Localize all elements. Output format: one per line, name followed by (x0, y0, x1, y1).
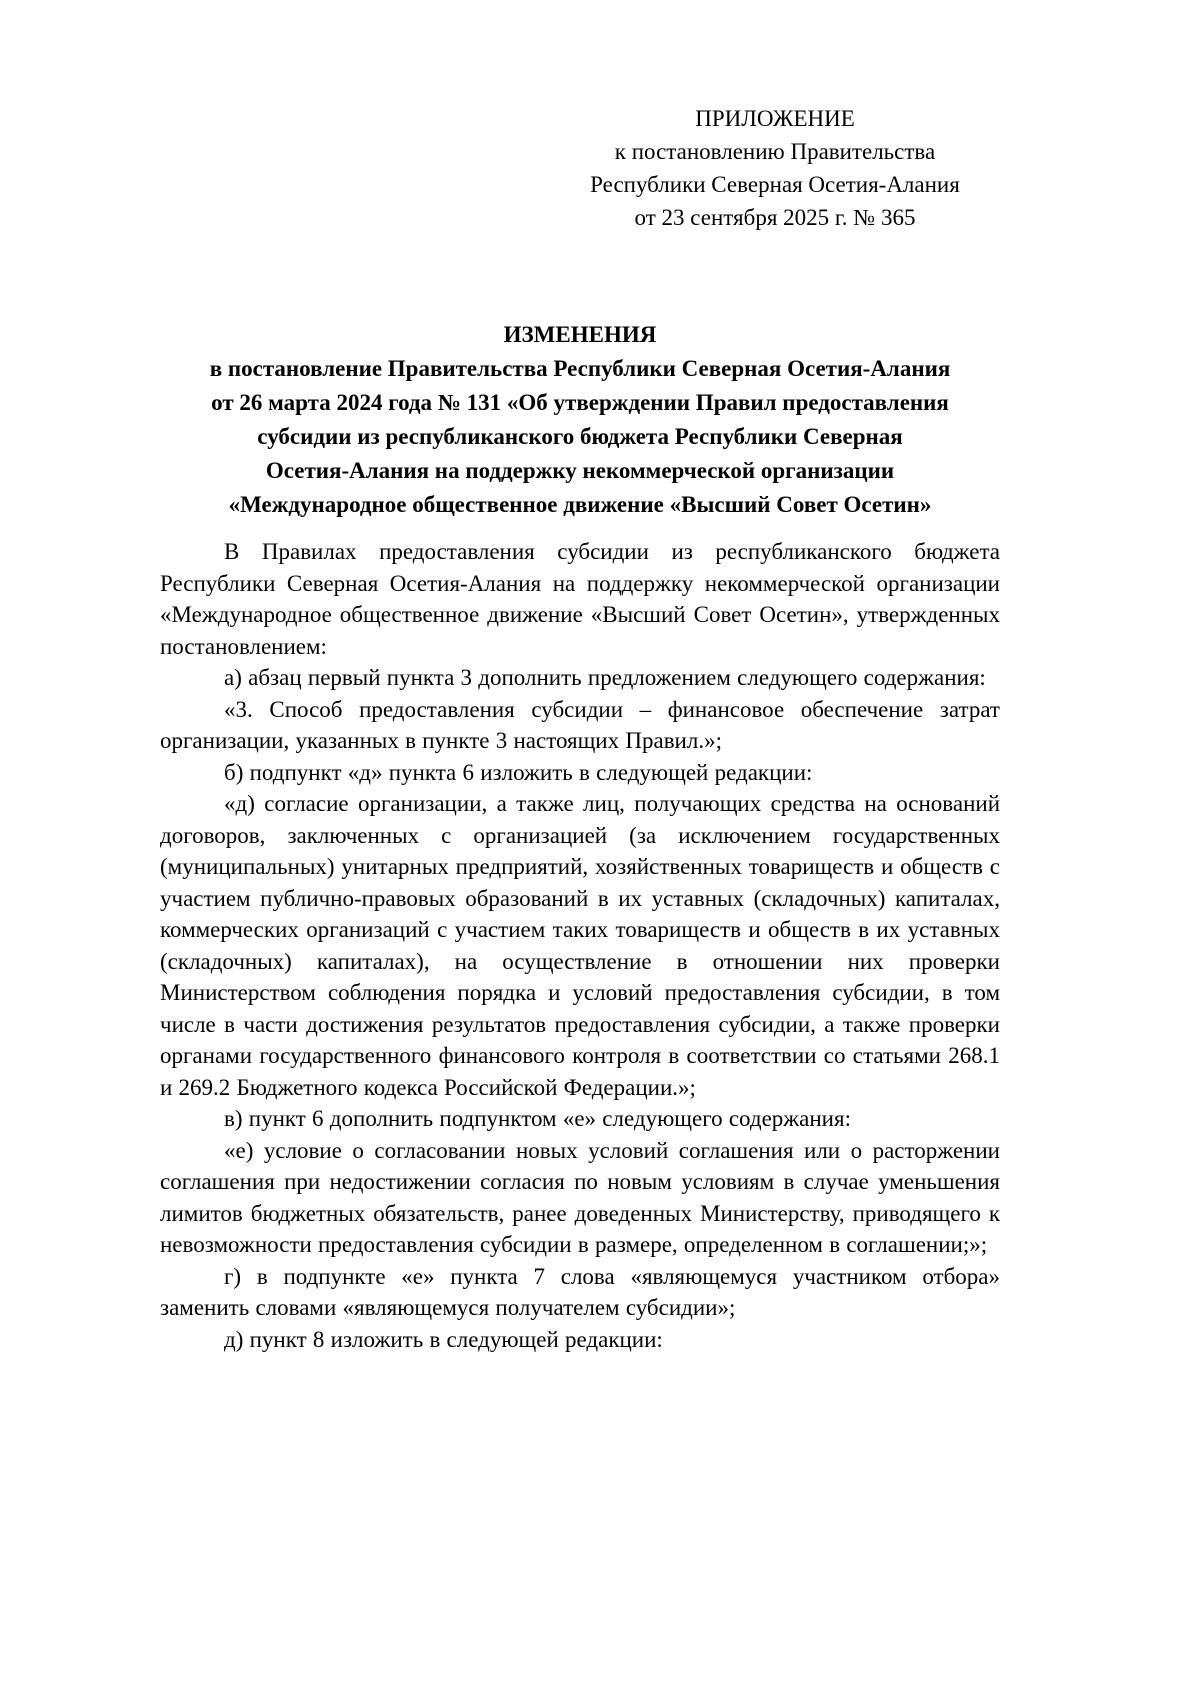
paragraph: а) абзац первый пункта 3 дополнить предложением следующего содержания: (224, 665, 986, 690)
title-line: в постановление Правительства Республики Северная Осетия-Алания (209, 356, 951, 381)
document-title (160, 318, 1000, 522)
title-line: субсидии из республиканского бюджета Республики Северная (257, 424, 903, 449)
paragraph: В Правилах предоставления субсидии из республиканского бюджета Республики Северная Осетия-Алания на поддержку некоммерческой организации «Международное общественное движение «Высший Совет Осетин», утвержденных постановлением: (160, 539, 1000, 659)
appendix-line: ПРИЛОЖЕНИЕ (695, 106, 855, 131)
paragraph: «е) условие о согласовании новых условий соглашения или о расторжении соглашения при недостижении согласия по новым условиям в случае уменьшения лимитов бюджетных обязательств, ранее доведенных Министерству, приводящего к невозможности предоставления субсидии в размере, определенном в соглашении;»; (160, 1137, 1000, 1257)
paragraph: «3. Способ предоставления субсидии – финансовое обеспечение затрат организации, указанных в пункте 3 настоящих Правил.»; (160, 696, 1000, 753)
appendix-block (550, 102, 1000, 234)
appendix-line: Республики Северная Осетия-Алания (590, 172, 960, 197)
title-line: ИЗМЕНЕНИЯ (503, 322, 657, 347)
title-line: «Международное общественное движение «Высший Совет Осетин» (228, 492, 932, 517)
appendix-line: к постановлению Правительства (614, 139, 936, 164)
document-body (160, 536, 1000, 1355)
title-line: от 26 марта 2024 года № 131 «Об утверждении Правил предоставления (211, 390, 949, 415)
title-line: Осетия-Алания на поддержку некоммерческой организации (265, 458, 895, 483)
paragraph: в) пункт 6 дополнить подпунктом «е» следующего содержания: (224, 1106, 851, 1131)
appendix-line: от 23 сентября 2025 г. № 365 (634, 205, 916, 230)
paragraph: д) пункт 8 изложить в следующей редакции: (224, 1326, 663, 1352)
paragraph: г) в подпункте «е» пункта 7 слова «являющемуся участником отбора» заменить словами «являющемуся получателем субсидии»; (160, 1263, 1000, 1320)
paragraph: б) подпункт «д» пункта 6 изложить в следующей редакции: (224, 759, 813, 785)
paragraph: «д) согласие организации, а также лиц, получающих средства на оснований договоров, заключенных с организацией (за исключением государственных (муниципальных) унитарных предприятий, хозяйственных товариществ и обществ с участием публично-правовых образований в их уставных (складочных) капиталах, коммерческих организаций с участием таких товариществ и обществ в их уставных (складочных) капиталах), на осуществление в отношении них проверки Министерством соблюдения порядка и условий предоставления субсидии, в том числе в части достижения результатов предоставления субсидии, а также проверки органами государственного финансового контроля в соответствии со статьями 268.1 и 269.2 Бюджетного кодекса Российской Федерации.»; (160, 791, 1000, 1100)
